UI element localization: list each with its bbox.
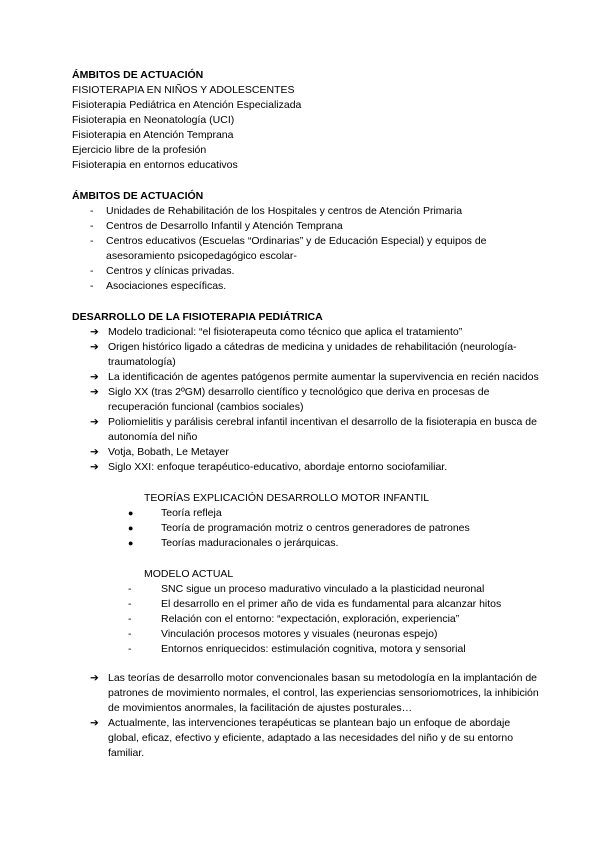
dash-marker: - [90, 280, 94, 292]
dash-marker: - [128, 598, 132, 610]
list-item-text: Votja, Bobath, Le Metayer [108, 446, 229, 458]
text-line: Fisioterapia en Neonatología (UCI) [72, 114, 235, 126]
text-line: Ejercicio libre de la profesión [72, 144, 207, 156]
list-item [128, 536, 540, 551]
list-item [72, 234, 540, 264]
list-item [128, 597, 540, 612]
bullet-icon: ● [128, 523, 134, 533]
list-item [128, 506, 540, 521]
dash-marker: - [90, 235, 94, 247]
list-item-text: Actualmente, las intervenciones terapéuticas se plantean bajo un enfoque de abordaje global, eficaz, efectivo y eficiente, adaptado a las necesidades del niño y de su entorno familiar. [108, 717, 514, 759]
arrow-list [72, 671, 540, 761]
list-item-text: Siglo XX (tras 2ºGM) desarrollo científico y tecnológico que deriva en procesas de recuperación funcional (cambios sociales) [108, 386, 490, 413]
arrow-icon: ➔ [90, 717, 99, 729]
list-item [72, 204, 540, 219]
subsection-title: TEORÍAS EXPLICACIÓN DESARROLLO MOTOR INFANTIL [144, 492, 430, 504]
arrow-icon: ➔ [90, 386, 99, 398]
list-item [128, 521, 540, 536]
list-item [128, 642, 540, 657]
text-line: Fisioterapia en entornos educativos [72, 159, 238, 171]
list-item [128, 612, 540, 627]
arrow-icon: ➔ [90, 461, 99, 473]
dash-marker: - [128, 628, 132, 640]
text-line: FISIOTERAPIA EN NIÑOS Y ADOLESCENTES [72, 84, 295, 96]
list-item [72, 340, 540, 370]
list-item-text: Poliomielitis y parálisis cerebral infantil incentivan el desarrollo de la fisioterapia en busca de autonomía del niño [108, 416, 537, 443]
arrow-icon: ➔ [90, 446, 99, 458]
bullet-list [128, 506, 540, 551]
list-item-text: Relación con el entorno: “expectación, exploración, experiencia” [161, 613, 460, 625]
list-item [72, 415, 540, 445]
list-item [72, 445, 540, 460]
text-line: Fisioterapia Pediátrica en Atención Especializada [72, 99, 302, 111]
section-heading: DESARROLLO DE LA FISIOTERAPIA PEDIÁTRICA [72, 311, 323, 323]
arrow-icon: ➔ [90, 341, 99, 353]
arrow-list [72, 325, 540, 475]
dash-marker: - [90, 220, 94, 232]
list-item-text: Modelo tradicional: “el fisioterapeuta como técnico que aplica el tratamiento” [108, 326, 463, 338]
model-subsection [72, 567, 540, 657]
list-item-text: Centros educativos (Escuelas “Ordinarias” y de Educación Especial) y equipos de asesoramiento psicopedagógico escolar- [106, 235, 487, 262]
text-line: Fisioterapia en Atención Temprana [72, 129, 234, 141]
dash-list [72, 204, 540, 294]
section-heading: ÁMBITOS DE ACTUACIÓN [72, 190, 204, 202]
list-item-text: Las teorías de desarrollo motor convencionales basan su metodología en la implantación de patrones de movimiento normales, el control, las experiencias sensoriomotrices, la inhibición de movimientos anormales, la facilitación de ajustes posturales… [108, 672, 539, 714]
list-item-text: La identificación de agentes patógenos permite aumentar la supervivencia en recién nacidos [108, 371, 539, 383]
arrow-icon: ➔ [90, 416, 99, 428]
list-item [128, 582, 540, 597]
bullet-icon: ● [128, 508, 134, 518]
section-ambitos-2 [72, 189, 540, 294]
dash-marker: - [128, 613, 132, 625]
theories-subsection [72, 491, 540, 551]
list-item-text: Teorías maduracionales o jerárquicas. [161, 537, 339, 549]
section-desarrollo [72, 310, 540, 761]
list-item-text: Vinculación procesos motores y visuales (neuronas espejo) [161, 628, 438, 640]
section-heading: ÁMBITOS DE ACTUACIÓN [72, 69, 204, 81]
list-item [72, 460, 540, 475]
list-item-text: El desarrollo en el primer año de vida es fundamental para alcanzar hitos [161, 598, 502, 610]
arrow-icon: ➔ [90, 326, 99, 338]
list-item [72, 370, 540, 385]
list-item [72, 671, 540, 716]
dash-marker: - [90, 205, 94, 217]
bullet-icon: ● [128, 538, 134, 548]
list-item [72, 716, 540, 761]
list-item [72, 385, 540, 415]
list-item-text: Entornos enriquecidos: estimulación cognitiva, motora y sensorial [161, 643, 466, 655]
list-item-text: Teoría de programación motriz o centros generadores de patrones [161, 522, 470, 534]
list-item-text: Centros de Desarrollo Infantil y Atención Temprana [106, 220, 343, 232]
arrow-icon: ➔ [90, 672, 99, 684]
dash-list [128, 582, 540, 657]
dash-marker: - [128, 583, 132, 595]
dash-marker: - [128, 643, 132, 655]
list-item [72, 325, 540, 340]
list-item [72, 264, 540, 279]
list-item-text: Origen histórico ligado a cátedras de medicina y unidades de rehabilitación (neurología-traumatología) [108, 341, 517, 368]
list-item-text: Centros y clínicas privadas. [106, 265, 235, 277]
list-item-text: Siglo XXI: enfoque terapéutico-educativo, abordaje entorno sociofamiliar. [108, 461, 448, 473]
list-item [72, 279, 540, 294]
list-item-text: SNC sigue un proceso madurativo vinculado a la plasticidad neuronal [161, 583, 485, 595]
list-item [72, 219, 540, 234]
dash-marker: - [90, 265, 94, 277]
list-item-text: Asociaciones específicas. [106, 280, 227, 292]
section-ambitos-1 [72, 68, 540, 173]
list-item-text: Unidades de Rehabilitación de los Hospitales y centros de Atención Primaria [106, 205, 463, 217]
subsection-title: MODELO ACTUAL [144, 568, 234, 580]
arrow-icon: ➔ [90, 371, 99, 383]
list-item-text: Teoría refleja [161, 507, 222, 519]
list-item [128, 627, 540, 642]
